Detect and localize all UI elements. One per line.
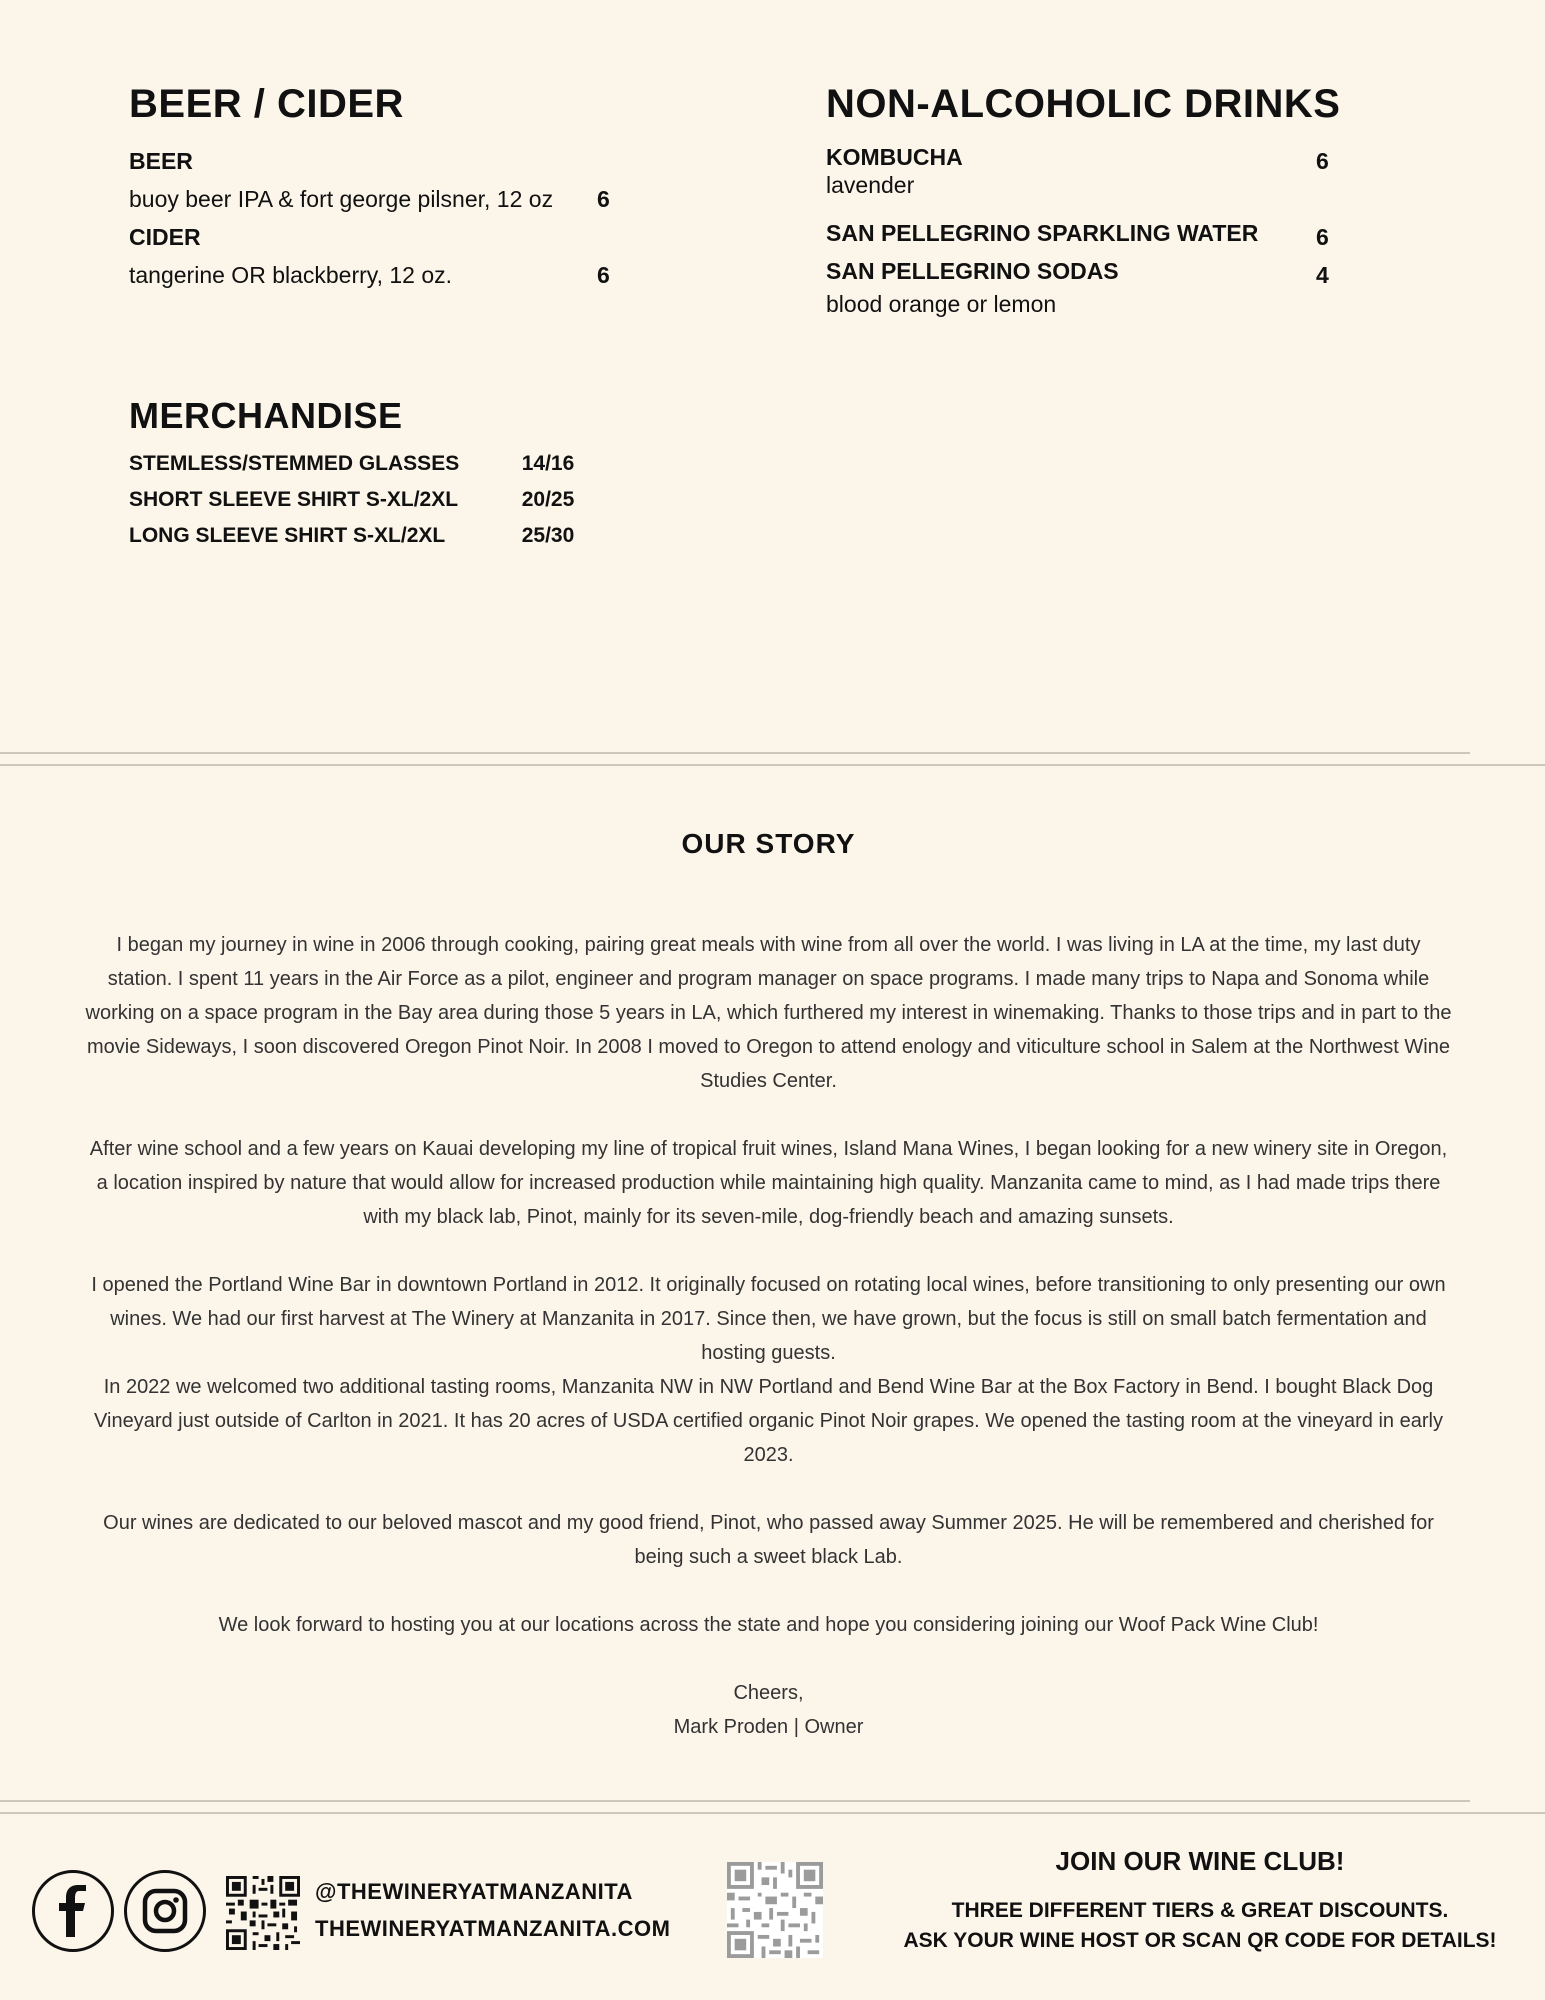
merch-item-label: STEMLESS/STEMMED GLASSES (129, 452, 460, 475)
story-signature: Mark Proden | Owner (673, 1716, 864, 1738)
story-body (85, 928, 1452, 1744)
instagram-icon[interactable] (124, 1870, 206, 1952)
cider-description: tangerine OR blackberry, 12 oz. (129, 262, 453, 288)
qr-code-social[interactable] (226, 1876, 300, 1950)
sodas-description: blood orange or lemon (826, 291, 1057, 317)
sodas-price: 4 (1316, 262, 1329, 288)
story-paragraph: I began my journey in wine in 2006 through cooking, pairing great meals with wine from all over the world. I was living in LA at the time, my last duty station. I spent 11 years in the Air Force as a pilot, engineer and program manager on space programs. I made many trips to Napa and Sonoma while working on a space program in the Bay area during those 5 years in LA, which furthered my interest in winemaking. Thanks to those trips and in part to the movie Sideways, I soon discovered Oregon Pinot Noir. In 2008 I moved to Oregon to attend enology and viticulture school in Salem at the Northwest Wine Studies Center. (85, 934, 1452, 1092)
kombucha-price: 6 (1316, 148, 1329, 174)
story-paragraph: I opened the Portland Wine Bar in downtown Portland in 2012. It originally focused on rotating local wines, before transitioning to only presenting our own wines. We had our first harvest at The Winery at Manzanita in 2017. Since then, we have grown, but the focus is still on small batch fermentation and hosting guests. (91, 1274, 1446, 1364)
beer-cider-heading: BEER / CIDER (129, 82, 404, 126)
divider (0, 752, 1470, 754)
story-closing: Cheers, (733, 1682, 804, 1704)
beer-price: 6 (597, 186, 610, 212)
sodas-label: SAN PELLEGRINO SODAS (826, 258, 1119, 284)
story-title: OUR STORY (681, 828, 856, 859)
qr-code-wine-club[interactable] (727, 1862, 823, 1958)
non-alcoholic-heading: NON-ALCOHOLIC DRINKS (826, 82, 1341, 126)
merch-item-price: 25/30 (521, 524, 575, 547)
story-paragraph: We look forward to hosting you at our locations across the state and hope you considering joining our Woof Pack Wine Club! (218, 1614, 1319, 1636)
wine-club-line: THREE DIFFERENT TIERS & GREAT DISCOUNTS. (951, 1899, 1449, 1922)
story-paragraph: Our wines are dedicated to our beloved mascot and my good friend, Pinot, who passed away Summer 2025. He will be remembered and cherished for being such a sweet black Lab. (103, 1512, 1434, 1568)
website-link[interactable]: THEWINERYATMANZANITA.COM (315, 1916, 671, 1941)
divider (0, 764, 1545, 766)
story-paragraph: In 2022 we welcomed two additional tasting rooms, Manzanita NW in NW Portland and Bend Wine Bar at the Box Factory in Bend. I bought Black Dog Vineyard just outside of Carlton in 2021. It has 20 acres of USDA certified organic Pinot Noir grapes. We opened the tasting room at the vineyard in early 2023. (94, 1376, 1443, 1466)
beer-label: BEER (129, 148, 193, 174)
merch-item-label: LONG SLEEVE SHIRT S-XL/2XL (129, 524, 446, 547)
kombucha-label: KOMBUCHA (826, 144, 963, 170)
merch-item-price: 20/25 (521, 488, 575, 511)
divider (0, 1800, 1470, 1802)
cider-label: CIDER (129, 224, 201, 250)
merch-item-price: 14/16 (521, 452, 575, 475)
merchandise-heading: MERCHANDISE (129, 395, 403, 436)
wine-club-title: JOIN OUR WINE CLUB! (1055, 1846, 1345, 1876)
facebook-icon[interactable] (32, 1870, 114, 1952)
merch-item-label: SHORT SLEEVE SHIRT S-XL/2XL (129, 488, 459, 511)
sparkling-water-price: 6 (1316, 224, 1329, 250)
kombucha-description: lavender (826, 172, 915, 198)
cider-price: 6 (597, 262, 610, 288)
wine-club-line: ASK YOUR WINE HOST OR SCAN QR CODE FOR DETAILS! (903, 1929, 1497, 1952)
beer-description: buoy beer IPA & fort george pilsner, 12 oz (129, 186, 554, 212)
divider (0, 1812, 1545, 1814)
social-handle[interactable]: @THEWINERYATMANZANITA (315, 1879, 633, 1904)
sparkling-water-label: SAN PELLEGRINO SPARKLING WATER (826, 220, 1259, 246)
story-paragraph: After wine school and a few years on Kauai developing my line of tropical fruit wines, Island Mana Wines, I began looking for a new winery site in Oregon, a location inspired by nature that would allow for increased production while maintaining high quality. Manzanita came to mind, as I had made trips there with my black lab, Pinot, mainly for its seven-mile, dog-friendly beach and amazing sunsets. (89, 1138, 1448, 1228)
